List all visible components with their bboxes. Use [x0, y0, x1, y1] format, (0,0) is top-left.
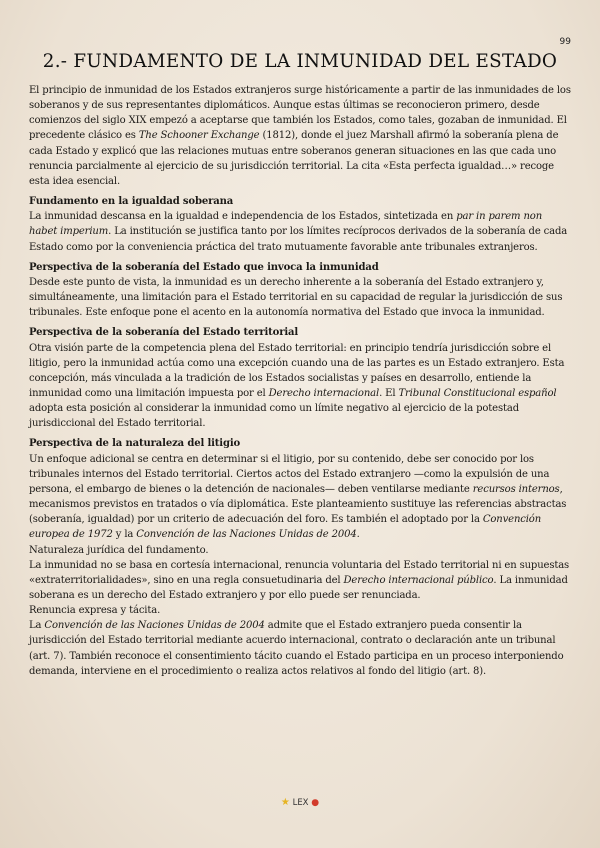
latin-maxim: par in parem non habet imperium [29, 211, 543, 238]
section-heading: Perspectiva de la soberanía del Estado territorial [29, 327, 299, 339]
text-run: (1812), donde el juez Marshall afirmó la soberanía plena de cada Estado y explicó que las relaciones mutuas entre soberanos generan situaciones en las que cada uno renuncia parcialmente al ejercicio de su jurisdicción territorial. La cita «Esta perfecta igualdad…» recoge esta idea esencial. [29, 130, 559, 187]
case-name: The Schooner Exchange [138, 130, 260, 142]
section-heading: Perspectiva de la naturaleza del litigio [29, 438, 241, 450]
section-paragraph [29, 618, 573, 679]
text-run: Un enfoque adicional se centra en determinar si el litigio, por su contenido, debe ser conocido por los tribunales internos del Estado territorial. Ciertos actos del Estado extranjero —como la expulsión de una persona, el embargo de bienes o la detención de nacionales— deben ventilarse mediante [29, 453, 550, 495]
text-run: La inmunidad descansa en la igualdad e independencia de los Estados, sintetizada en [29, 211, 457, 223]
italic-term: Convención europea de 1972 [29, 514, 542, 541]
page-number: 99 [559, 37, 571, 47]
subsection-label: Naturaleza jurídica del fundamento. [29, 544, 209, 556]
star-icon: ★ [280, 797, 290, 808]
section-heading: Fundamento en la igualdad soberana [29, 196, 234, 208]
italic-term: recursos internos [472, 483, 560, 495]
text-run: , mecanismos previstos en tratados o vía diplomática. Este planteamiento sustituye las referencias abstractas (soberanía, igualdad) por un criterio de adecuación del foro. Es también el adoptado por la [29, 483, 567, 526]
footer-logo [0, 797, 600, 808]
intro-paragraph [29, 83, 573, 189]
text-run: . El [379, 387, 399, 399]
text-run: adopta esta posición al considerar la inmunidad como un límite negativo al ejercicio de la potestad jurisdiccional del Estado territorial. [29, 403, 519, 430]
text-run: . La inmunidad soberana es un derecho del Estado extranjero y por ello puede ser renunciada. [29, 574, 568, 601]
text-run: La inmunidad no se basa en cortesía internacional, renuncia voluntaria del Estado territorial ni en supuestas «extraterritorialidades», sino en una regla consuetudinaria del [29, 559, 570, 586]
brand-label: LEX [292, 798, 309, 808]
section-paragraph [29, 341, 573, 432]
italic-term: Convención de las Naciones Unidas de 2004 [136, 529, 357, 541]
drop-icon: ● [311, 798, 320, 808]
text-run: La [29, 620, 45, 632]
text-run: El principio de inmunidad de los Estados extranjeros surge históricamente a partir de las inmunidades de los soberanos y de sus representantes diplomáticos. Aunque estas últimas se reconocieron primero, desde comienzos del siglo XIX empezó a aceptarse que también los Estados, como tales, gozaban de inmunidad. El precedente clásico es [29, 85, 571, 142]
text-run: Otra visión parte de la competencia plena del Estado territorial: en principio tendría jurisdicción sobre el litigio, pero la inmunidad actúa como una excepción cuando una de las partes es un Estado extranjero. Esta concepción, más vinculada a la tradición de los Estados socialistas y países en desarrollo, entiende la inmunidad como una limitación impuesta por el [29, 342, 565, 399]
text-run: . La institución se justifica tanto por los límites recíprocos derivados de la soberanía de cada Estado como por la conveniencia práctica del trato mutuamente favorable ante tribunales extranjeros. [29, 226, 568, 253]
section-heading: Perspectiva de la soberanía del Estado que invoca la inmunidad [29, 261, 379, 273]
section-paragraph: Desde este punto de vista, la inmunidad es un derecho inherente a la soberanía del Estado extranjero y, simultáneamente, una limitación para el Estado territorial en su capacidad de regular la jurisdicción de sus tribunales. Este enfoque pone el acento en la autonomía normativa del Estado que invoca la inmunidad. [29, 276, 563, 319]
page-title: 2.- FUNDAMENTO DE LA INMUNIDAD DEL ESTADO [42, 51, 558, 72]
section-paragraph [29, 209, 573, 254]
italic-term: Derecho internacional [268, 387, 380, 399]
subsection-label: Renuncia expresa y tácita. [29, 605, 161, 617]
italic-term: Tribunal Constitucional español [398, 387, 557, 399]
section-paragraph [29, 558, 573, 603]
text-run: admite que el Estado extranjero pueda consentir la jurisdicción del Estado territorial mediante acuerdo internacional, contrato o declaración ante un tribunal (art. 7). También reconoce el consentimiento tácito cuando el Estado participa en un proceso interponiendo demanda, interviene en el procedimiento o realiza actos relativos al fondo del litigio (art. 8). [29, 620, 564, 677]
text-run: y la [112, 529, 137, 541]
italic-term: Derecho internacional público [343, 574, 494, 586]
text-run: . [356, 529, 360, 541]
document-body [29, 83, 573, 679]
italic-term: Convención de las Naciones Unidas de 2004 [44, 620, 265, 632]
section-paragraph [29, 452, 573, 543]
